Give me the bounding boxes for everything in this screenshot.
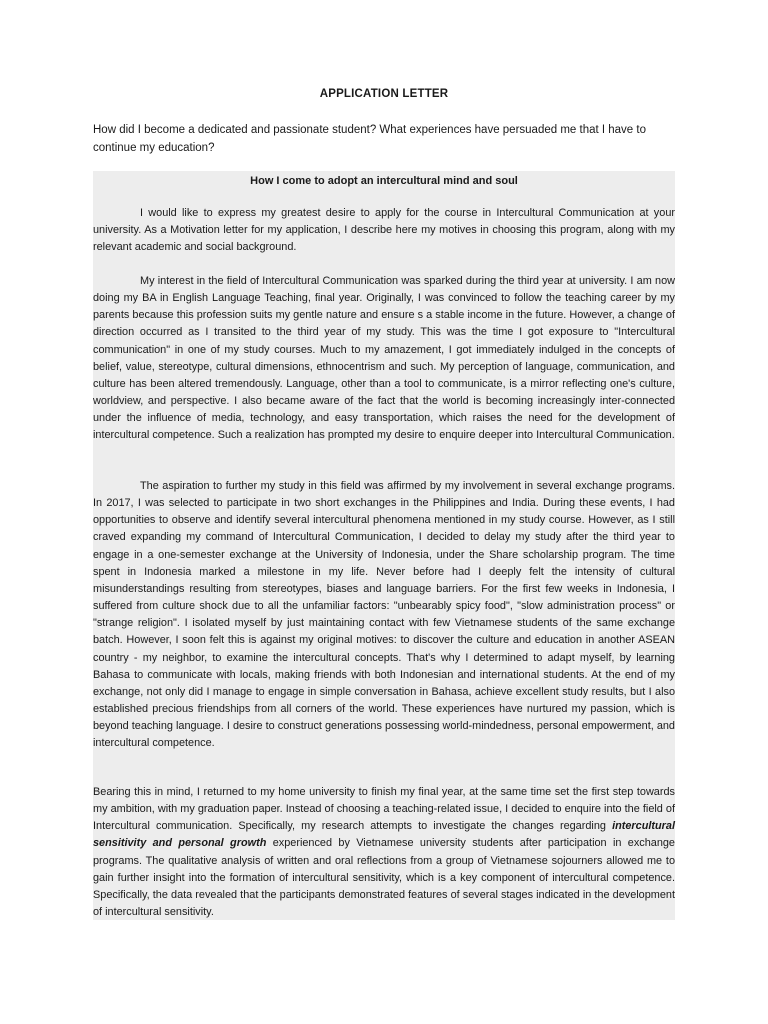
paragraph-research xyxy=(93,784,675,921)
document-title: APPLICATION LETTER xyxy=(319,88,449,100)
paragraph-research-text-2: experienced by Vietnamese university students after participation in exchange programs. The qualitative analysis of written and oral reflections from a group of Vietnamese sojourners allowed me to gain further insight into the formation of intercultural sensitivity, which is a key component of intercultural competence. Specifically, the data revealed that the participants demonstrated features of several stages indicated in the development of intercultural sensitivity. xyxy=(93,837,675,919)
paragraph-research-text-1: Bearing this in mind, I returned to my home university to finish my final year, at the same time set the first step towards my ambition, with my graduation paper. Instead of choosing a teaching-related issue, I decided to enquire into the field of Intercultural communication. Specifically, my research attempts to investigate the changes regarding xyxy=(93,786,675,833)
paragraph-motivation: I would like to express my greatest desire to apply for the course in Intercultural Communication at your university. As a Motivation letter for my application, I describe here my motives in choosing this program, along with my relevant academic and social background. xyxy=(93,207,675,254)
paragraph-exchange: The aspiration to further my study in this field was affirmed by my involvement in several exchange programs. In 2017, I was selected to participate in two short exchanges in the Philippines and India. During these events, I had opportunities to observe and identify several intercultural phenomena mentioned in my study course. However, as I still craved expanding my command of Intercultural Communication, I decided to delay my study after the third year to engage in a one-semester exchange at the University of Indonesia, under the Share scholarship program. The time spent in Indonesia marked a milestone in my life. Never before had I deeply felt the intensity of cultural misunderstandings resulting from stereotypes, biases and language barriers. For the first few weeks in Indonesia, I suffered from culture shock due to all the unfamiliar factors: "unbearably spicy food", "slow administration process" or "strange religion". I isolated myself by just maintaining contact with few Vietnamese students of the same exchange batch. However, I soon felt this is against my original motives: to discover the culture and education in another ASEAN country - my neighbor, to examine the intercultural concepts. That's why I determined to adapt myself, by learning Bahasa to communicate with locals, making friends with both Indonesian and international students. At the end of my exchange, not only did I manage to engage in simple conversation in Bahasa, achieve excellent study results, but I also established precious friendships from all corners of the world. These experiences have nurtured my passion, which is beyond teaching language. I desire to construct generations possessing world-mindedness, personal empowerment, and intercultural competence. xyxy=(93,480,675,750)
paragraph-interest: My interest in the field of Intercultural Communication was sparked during the third year at university. I am now doing my BA in English Language Teaching, final year. Originally, I was convinced to follow the teaching career by my parents because this profession suits my gentle nature and ensure s a stable income in the future. However, a change of direction occurred as I transited to the third year of my study. This was the time I got exposure to "Intercultural communication" in one of my study courses. Much to my amazement, I got immediately indulged in the concepts of belief, value, stereotype, cultural dimensions, ethnocentrism and such. My perception of language, communication, and culture has been altered tremendously. Language, other than a tool to communicate, is a mirror reflecting one's culture, worldview, and perspective. I also became aware of the fact that the world is becoming increasingly inter-connected under the influence of media, technology, and easy transportation, which raises the need for the development of intercultural competence. Such a realization has prompted my desire to enquire deeper into Intercultural Communication. xyxy=(93,275,675,442)
section-heading: How I come to adopt an intercultural mind and soul xyxy=(250,175,518,187)
paragraph-research-emphasis: intercultural sensitivity and personal growth xyxy=(93,820,675,850)
intro-questions: How did I become a dedicated and passionate student? What experiences have persuaded me that I have to continue my education? xyxy=(93,124,646,154)
